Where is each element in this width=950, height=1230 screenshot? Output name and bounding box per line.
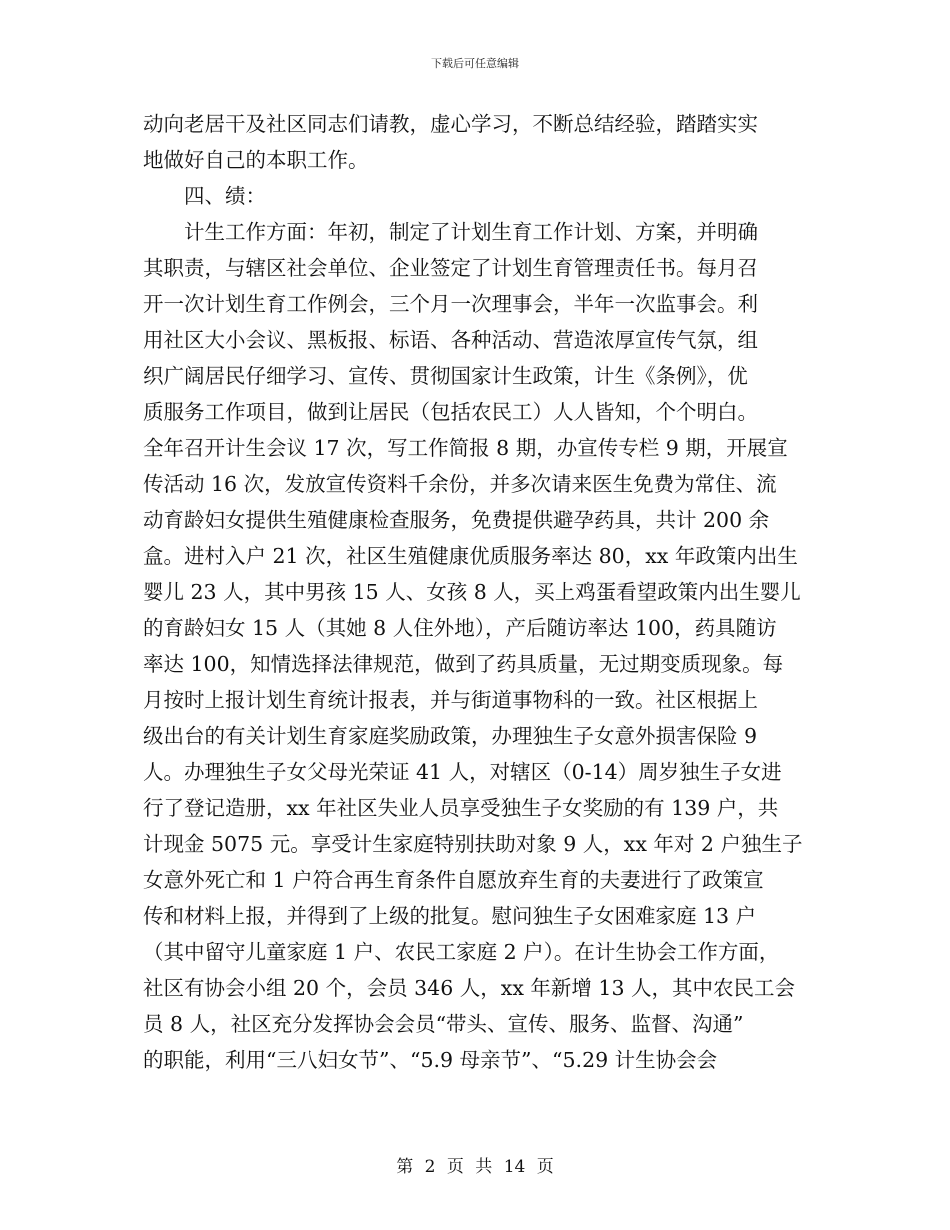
text-line: 动育龄妇女提供生殖健康检查服务，免费提供避孕药具，共计 200 余 bbox=[143, 508, 770, 532]
text-line: 社区有协会小组 20 个，会员 346 人，xx 年新增 13 人，其中农民工会 bbox=[143, 976, 796, 1000]
text-line: 传活动 16 次，发放宣传资料千余份，并多次请来医生免费为常住、流 bbox=[143, 472, 777, 496]
text-line: （其中留守儿童家庭 1 户、农民工家庭 2 户）。在计生协会工作方面， bbox=[143, 940, 780, 964]
text-line: 用社区大小会议、黑板报、标语、各种活动、营造浓厚宣传气氛，组 bbox=[143, 328, 758, 352]
text-line: 的育龄妇女 15 人（其她 8 人住外地），产后随访率达 100，药具随访 bbox=[143, 616, 777, 640]
text-line: 质服务工作项目，做到让居民（包括农民工）人人皆知，个个明白。 bbox=[143, 400, 758, 424]
text-line: 人。办理独生子女父母光荣证 41 人，对辖区（0-14）周岁独生子女进 bbox=[143, 760, 782, 784]
text-line: 员 8 人，社区充分发挥协会会员“带头、宣传、服务、监督、沟通” bbox=[143, 1012, 744, 1036]
text-line: 的职能，利用“三八妇女节”、“5.9 母亲节”、“5.29 计生协会会 bbox=[143, 1048, 718, 1072]
text-line: 其职责，与辖区社会单位、企业签定了计划生育管理责任书。每月召 bbox=[143, 256, 758, 280]
text-line: 率达 100，知情选择法律规范，做到了药具质量，无过期变质现象。每 bbox=[143, 652, 784, 676]
text-line: 行了登记造册，xx 年社区失业人员享受独生子女奖励的有 139 户，共 bbox=[143, 796, 779, 820]
text-line: 婴儿 23 人，其中男孩 15 人、女孩 8 人，买上鸡蛋看望政策内出生婴儿 bbox=[143, 580, 801, 604]
text-line: 地做好自己的本职工作。 bbox=[143, 148, 369, 172]
text-line: 女意外死亡和 1 户符合再生育条件自愿放弃生育的夫妻进行了政策宣 bbox=[143, 868, 764, 892]
page-footer: 第 2 页 共 14 页 bbox=[396, 1157, 554, 1177]
text-line: 计现金 5075 元。享受计生家庭特别扶助对象 9 人，xx 年对 2 户独生子 bbox=[143, 832, 803, 856]
page-header: 下载后可任意编辑 bbox=[431, 57, 519, 70]
text-line: 开一次计划生育工作例会，三个月一次理事会，半年一次监事会。利 bbox=[143, 292, 758, 316]
text-line: 级出台的有关计划生育家庭奖励政策，办理独生子女意外损害保险 9 bbox=[143, 724, 758, 748]
text-line: 盒。进村入户 21 次，社区生殖健康优质服务率达 80，xx 年政策内出生 bbox=[143, 544, 798, 568]
text-line: 月按时上报计划生育统计报表，并与街道事物科的一致。社区根据上 bbox=[143, 688, 758, 712]
document-body bbox=[143, 106, 811, 1078]
text-line: 动向老居干及社区同志们请教，虚心学习，不断总结经验，踏踏实实 bbox=[143, 112, 758, 136]
text-line: 传和材料上报，并得到了上级的批复。慰问独生子女困难家庭 13 户 bbox=[143, 904, 757, 928]
text-line: 织广阔居民仔细学习、宣传、贯彻国家计生政策，计生《条例》，优 bbox=[143, 364, 748, 388]
text-line: 计生工作方面：年初，制定了计划生育工作计划、方案，并明确 bbox=[143, 220, 758, 244]
text-line: 全年召开计生会议 17 次，写工作简报 8 期，办宣传专栏 9 期，开展宣 bbox=[143, 436, 788, 460]
text-line: 四、绩： bbox=[143, 184, 266, 208]
